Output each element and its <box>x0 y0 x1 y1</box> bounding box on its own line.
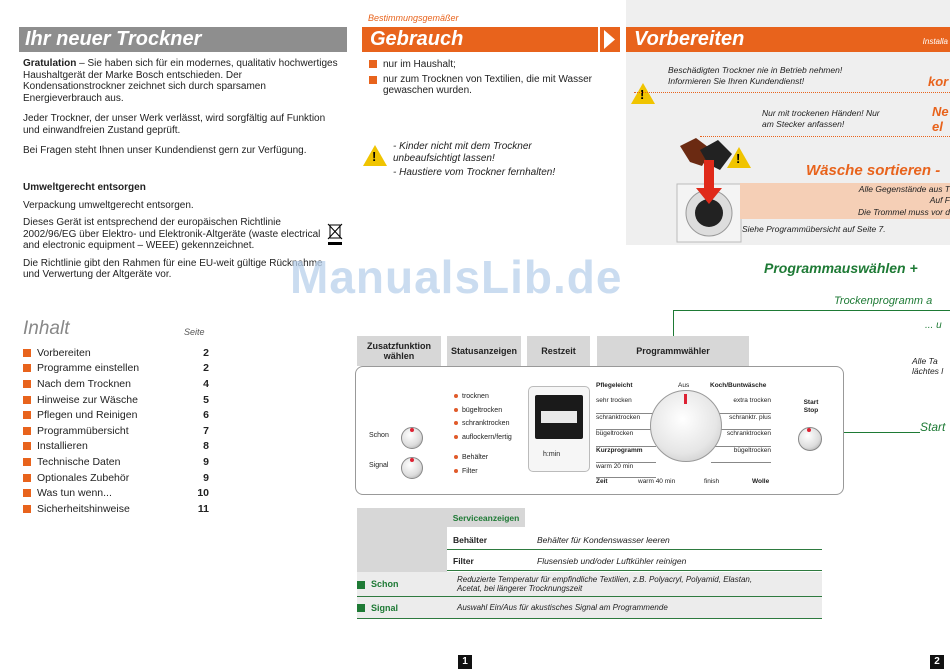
sort-box: Alle Gegenstände aus T Auf F Die Trommel muss vor d <box>740 183 950 219</box>
divider <box>634 92 950 93</box>
toc-item <box>23 407 209 423</box>
warn-side-text-2: Ne el <box>932 104 949 134</box>
page-number-1: 1 <box>458 655 472 669</box>
program-dial[interactable] <box>650 390 722 462</box>
service-leds <box>454 451 488 478</box>
prog-aus: Aus <box>678 382 690 389</box>
service-table <box>357 508 822 618</box>
schon-label: Schon <box>369 432 389 439</box>
toc-label: Pflegen und Reinigen <box>37 409 138 422</box>
env-paragraph-3: Die Richtlinie gibt den Rahmen für eine EU-weit gültige Rücknahme und Verwertung der Altgeräte vor. <box>23 257 323 280</box>
warning-icon: ! <box>727 147 751 168</box>
prog-right-title: Koch/Buntwäsche <box>710 382 767 389</box>
toc-page: 10 <box>197 487 209 500</box>
time-display <box>528 386 590 472</box>
toc-label: Vorbereiten <box>37 346 91 359</box>
toc-item <box>23 345 209 361</box>
service-heading: Serviceanzeigen <box>447 508 525 527</box>
intro-text: – Sie haben sich für ein modernes, qualitativ hochwertiges Haushaltgerät der Marke Bosch entschieden. Der Kondensationstrockner zeichnet sich durch sparsamen Energieverbrauch aus. <box>23 58 338 104</box>
control-panel <box>355 366 844 495</box>
installa-label: Installa <box>922 37 948 46</box>
led-auflockern: auflockern/fertig <box>454 431 512 445</box>
toc-item <box>23 376 209 392</box>
toc-page: 11 <box>197 502 209 515</box>
display-unit: h:min <box>543 451 561 458</box>
toc-item <box>23 485 209 501</box>
gebrauch-bullets <box>369 59 599 97</box>
environment-section <box>23 182 328 281</box>
page-title: Ihr neuer Trockner <box>19 27 347 52</box>
toc-item <box>23 501 209 517</box>
bullet-square-icon <box>23 489 31 497</box>
check-paragraph: Jeder Trockner, der unser Werk verlässt, wird sorgfältig auf Funktion und einwandfreien Zustand geprüft. <box>23 113 326 136</box>
toc-label: Hinweise zur Wäsche <box>37 393 138 406</box>
warn-damaged: Beschädigten Trockner nie in Betrieb nehmen! Informieren Sie Ihren Kundendienst! <box>668 65 843 86</box>
toc-label: Installieren <box>37 440 88 453</box>
warning-kids: - Kinder nicht mit dem Trockner unbeaufsichtigt lassen! <box>393 141 532 164</box>
signal-button[interactable] <box>401 457 423 479</box>
vorbereiten-title <box>626 27 950 52</box>
toc-page: 8 <box>203 440 209 453</box>
prog-left-title: Pflegeleicht <box>596 382 633 389</box>
callout-line <box>673 310 950 311</box>
bullet-square-icon <box>23 427 31 435</box>
start-stop-button[interactable] <box>798 427 822 451</box>
toc-label: Programmübersicht <box>37 424 129 437</box>
env-paragraph-1: Verpackung umweltgerecht entsorgen. <box>23 199 194 211</box>
trocken-label: Trockenprogramm a <box>834 295 933 307</box>
warning-icon: ! <box>363 145 387 166</box>
toc-label: Nach dem Trocknen <box>37 377 131 390</box>
weee-bin-icon <box>327 222 343 246</box>
service-row-schon: Schon Reduzierte Temperatur für empfindliche Textilien, z.B. Polyacryl, Polyamid, Elastan, Acetat, bei längerer Trocknungszeit <box>357 572 822 597</box>
gebrauch-title: Gebrauch <box>362 27 598 52</box>
prog-right-list: extra trocken schranktr. plus schranktrocken bügeltrocken <box>711 397 771 463</box>
led-trocknen: trocknen <box>454 390 512 404</box>
prog-bottom-warm: warm 40 min <box>638 478 676 485</box>
bullet-square-icon <box>23 442 31 450</box>
alle-text: Alle Ta lächtes l <box>912 356 944 376</box>
laundry-illustration <box>672 136 742 246</box>
toc-item <box>23 361 209 377</box>
warn-hands: Nur mit trockenen Händen! Nur am Stecker anfassen! <box>762 108 880 129</box>
start-stop-label: Start Stop <box>803 399 819 414</box>
panel-header-bar <box>357 336 822 366</box>
toc-page: 9 <box>203 455 209 468</box>
bullet-square-icon <box>23 411 31 419</box>
sort-reference: Siehe Programmübersicht auf Seite 7. <box>742 224 886 234</box>
bullet-square-icon <box>23 380 31 388</box>
toc-item <box>23 392 209 408</box>
toc-label: Was tun wenn... <box>37 487 112 500</box>
prog-bottom-wolle: Wolle <box>752 478 770 485</box>
warn-side-text: kor <box>928 74 949 89</box>
gebrauch-kicker: Bestimmungsgemäßer <box>368 13 459 23</box>
intro-paragraph <box>23 58 341 104</box>
page-number-2: 2 <box>930 655 944 669</box>
bullet-item: nur im Haushalt; <box>369 59 599 71</box>
bullet-square-icon <box>23 396 31 404</box>
led-schranktrocken: schranktrocken <box>454 417 512 431</box>
toc-item <box>23 454 209 470</box>
panel-head-restzeit: Restzeit <box>527 336 590 366</box>
service-row-behaelter: Behälter Behälter für Kondenswasser leeren <box>447 530 822 550</box>
warning-pets: - Haustiere vom Trockner fernhalten! <box>393 167 556 178</box>
toc-page: 9 <box>203 471 209 484</box>
bullet-square-icon <box>23 458 31 466</box>
panel-head-programm: Programmwähler <box>597 336 749 366</box>
env-paragraph-2: Dieses Gerät ist entsprechend der europäischen Richtlinie 2002/96/EG über Elektro- und Elektronik-Altgeräte (waste electrical and electronic equipment – WEEE) gekennzeichnet. <box>23 217 321 251</box>
arrow-divider-icon <box>600 27 620 52</box>
signal-label: Signal <box>369 462 389 469</box>
led-filter: Filter <box>454 465 488 479</box>
toc-item <box>23 470 209 486</box>
sort-title: Wäsche sortieren - <box>806 162 941 179</box>
programm-heading: Programmauswählen + <box>764 260 918 276</box>
toc-item <box>23 439 209 455</box>
toc-page: 4 <box>203 377 209 390</box>
prog-bottom-finish: finish <box>704 478 720 485</box>
toc-item <box>23 423 209 439</box>
support-paragraph: Bei Fragen steht Ihnen unser Kundendienst gern zur Verfügung. <box>23 145 307 156</box>
toc-page: 7 <box>203 424 209 437</box>
toc-label: Programme einstellen <box>37 362 140 375</box>
toc-label: Optionales Zubehör <box>37 471 130 484</box>
intro-section <box>23 58 341 157</box>
service-row-signal: Signal Auswahl Ein/Aus für akustisches Signal am Programmende <box>357 597 822 619</box>
panel-head-status: Statusanzeigen <box>447 336 521 366</box>
toc-page-label: Seite <box>184 327 205 337</box>
prog-bottom-zeit: Zeit <box>596 478 608 485</box>
env-heading: Umweltgerecht entsorgen <box>23 182 146 193</box>
intro-bold: Gratulation <box>23 58 77 69</box>
status-leds <box>454 390 512 444</box>
service-grey-col <box>357 508 447 572</box>
gebrauch-warnings <box>393 141 593 179</box>
watermark: ManualsLib.de <box>290 251 623 303</box>
warning-icon: ! <box>631 83 655 104</box>
bullet-square-icon <box>23 474 31 482</box>
toc-list <box>23 345 209 517</box>
toc-title: Inhalt <box>23 318 70 339</box>
dots-label: ... u <box>925 320 942 331</box>
vorbereiten-label: Vorbereiten <box>634 28 745 50</box>
panel-head-zusatz: Zusatzfunktion wählen <box>357 336 441 366</box>
led-buegeltrocken: bügeltrocken <box>454 404 512 418</box>
toc-label: Technische Daten <box>37 455 121 468</box>
toc-page: 5 <box>203 393 209 406</box>
service-row-filter: Filter Flusensieb und/oder Luftkühler reinigen <box>447 551 822 571</box>
toc-label: Sicherheitshinweise <box>37 502 130 515</box>
toc-page: 2 <box>203 346 209 359</box>
bullet-item: nur zum Trocknen von Textilien, die mit Wasser gewaschen wurden. <box>369 74 599 97</box>
start-label: Start <box>920 420 946 434</box>
prog-left-list: sehr trocken schranktrocken bügeltrocken Kurzprogramm warm 20 min <box>596 397 656 478</box>
led-behaelter: Behälter <box>454 451 488 465</box>
schon-button[interactable] <box>401 427 423 449</box>
bullet-square-icon <box>23 505 31 513</box>
toc-page: 6 <box>203 409 209 422</box>
toc-page: 2 <box>203 362 209 375</box>
bullet-square-icon <box>23 349 31 357</box>
bullet-square-icon <box>23 364 31 372</box>
